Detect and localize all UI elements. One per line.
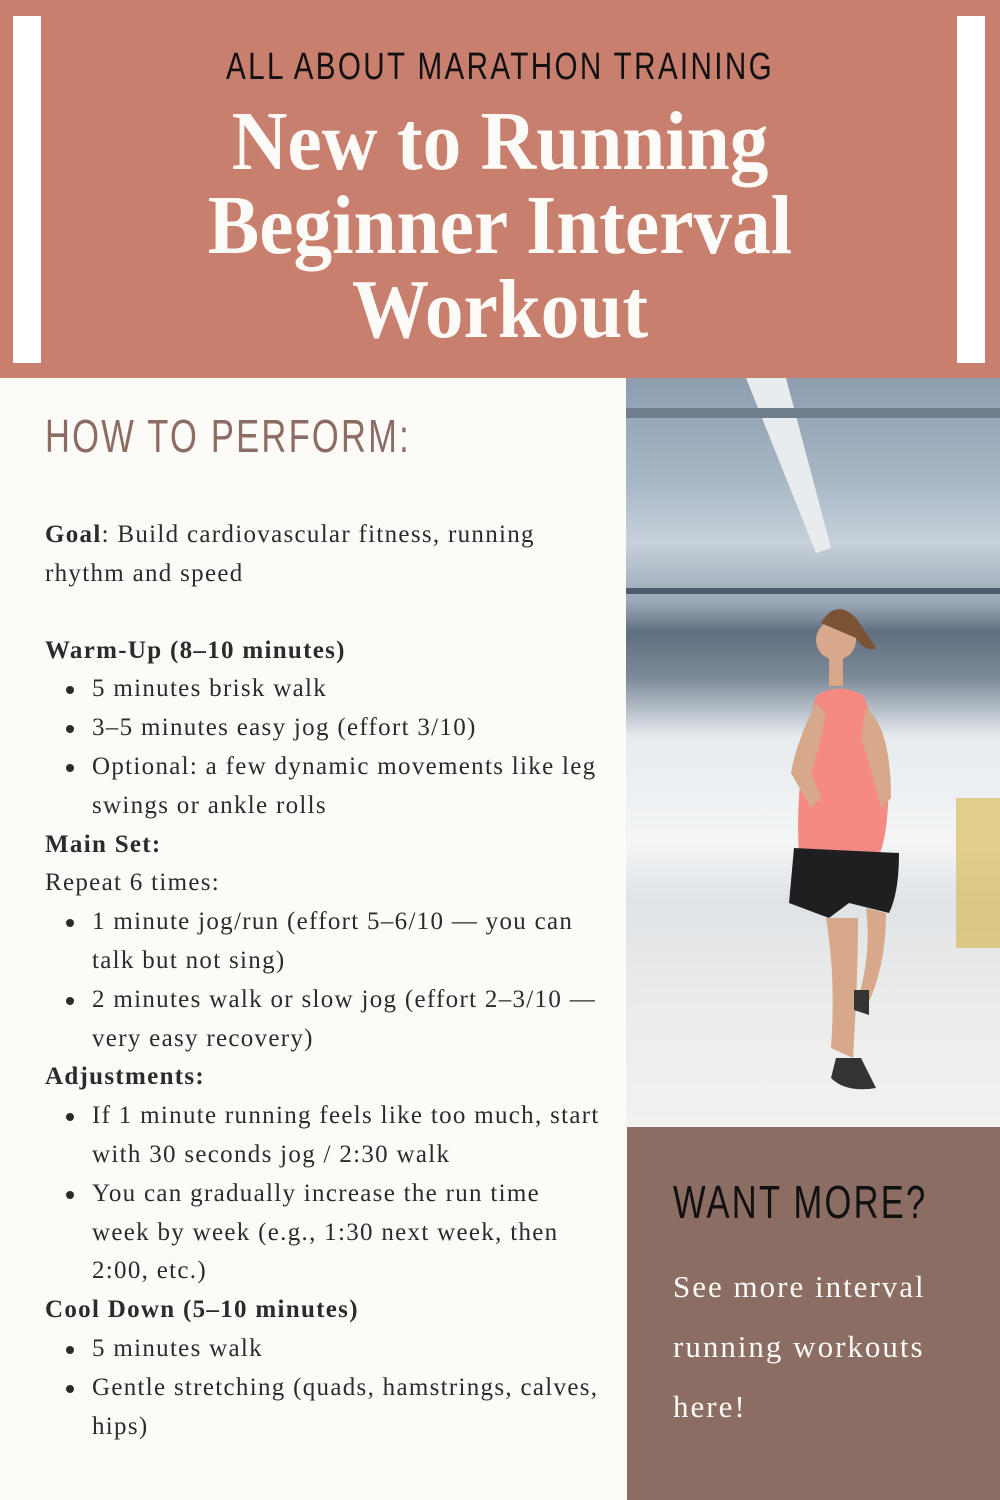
adjustments-list [45,1097,605,1291]
kicker: ALL ABOUT MARATHON TRAINING [226,46,774,88]
adjustments-title-text: Adjustments: [45,1063,206,1091]
want-more-title: WANT MORE? [673,1176,928,1228]
list-item: 1 minute jog/run (effort 5–6/10 — you can talk but not sing) [45,903,605,981]
main-set-list [45,903,605,1058]
goal-text: : Build cardiovascular fitness, running rhythm and speed [45,521,535,587]
instructions [45,408,605,1446]
list-item: 2 minutes walk or slow jog (effort 2–3/10 — very easy recovery) [45,981,605,1059]
runner-illustration [626,378,1000,1127]
runner-shorts [789,848,899,918]
runner-neck [829,656,843,686]
title-line: Workout [351,263,649,356]
title-line: New to Running [231,95,769,188]
warmup-list [45,670,605,825]
list-item: Gentle stretching (quads, hamstrings, calves, hips) [45,1369,605,1447]
adjustments-title [45,1058,605,1097]
runner-shoe [854,990,869,1015]
ceiling-rail [626,588,1000,594]
goal-label: Goal [45,521,102,548]
list-item: 3–5 minutes easy jog (effort 3/10) [45,709,605,748]
want-more-box[interactable] [627,1127,1000,1500]
page-title [60,95,940,356]
list-item: 5 minutes walk [45,1330,605,1369]
warmup-title [45,632,605,671]
cooldown-title-text: Cool Down (5–10 minutes) [45,1296,359,1324]
runner-leg [826,918,858,1058]
ceiling-beam [746,378,831,553]
main-set-title-text: Main Set: [45,830,162,858]
section-heading: HOW TO PERFORM: [45,410,411,462]
title-line: Beginner Interval [207,179,793,272]
header-banner [0,0,1000,378]
barrier [956,798,1000,948]
main-set-title [45,826,605,865]
decorative-bar-right [957,16,985,363]
warmup-title-text: Warm-Up (8–10 minutes) [45,636,346,664]
list-item: If 1 minute running feels like too much, start with 30 seconds jog / 2:30 walk [45,1097,605,1175]
cooldown-list [45,1330,605,1446]
goal [45,516,605,594]
cooldown-title [45,1291,605,1330]
want-more-link[interactable]: See more interval running workouts here! [673,1269,926,1424]
list-item: Optional: a few dynamic movements like leg swings or ankle rolls [45,748,605,826]
runner-shoe [831,1058,876,1089]
runner-photo [626,378,1000,1127]
decorative-bar-left [13,16,41,363]
ceiling-rail [626,408,1000,418]
main-set-intro: Repeat 6 times: [45,869,221,897]
list-item: You can gradually increase the run time week by week (e.g., 1:30 next week, then 2:00, etc.) [45,1175,605,1291]
list-item: 5 minutes brisk walk [45,670,605,709]
